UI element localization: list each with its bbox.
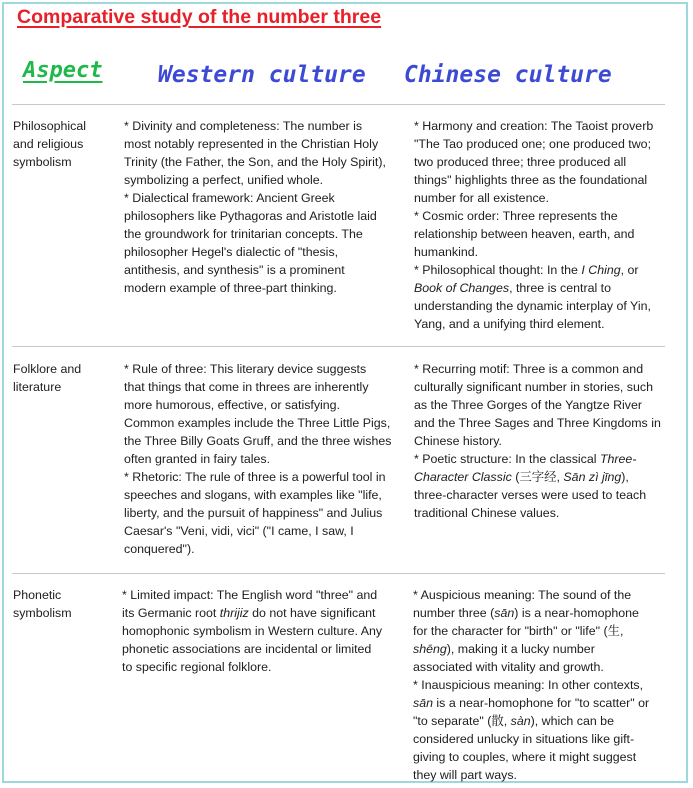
- text-line: * Cosmic order: Three represents the: [414, 209, 618, 223]
- text-line: liberty, and the pursuit of happiness" and Julius: [124, 506, 383, 520]
- text-line: "The Tao produced one; one produced two;: [414, 137, 652, 151]
- text-line: Chinese history.: [414, 434, 502, 448]
- text-line: [414, 261, 653, 279]
- text-line: [414, 279, 653, 297]
- aspect-line: symbolism: [13, 606, 72, 620]
- text-line: * Divinity and completeness: The number is: [124, 119, 363, 133]
- text-run: its Germanic root: [122, 606, 220, 620]
- text-line: speeches and slogans, with examples like "life,: [124, 488, 382, 502]
- text-line: more humorous, effective, or satisfying.: [124, 398, 341, 412]
- text-run: is a near-homophone for "to scatter" or: [432, 696, 650, 710]
- text-run: ),: [621, 470, 629, 484]
- text-line: [413, 640, 649, 658]
- foreign-word: thrijiz: [219, 606, 249, 620]
- table-row-3-aspect: [13, 586, 113, 622]
- text-line: the Three Billy Goats Gruff, and the three wishes: [124, 434, 392, 448]
- aspect-line: Folklore and: [13, 362, 82, 376]
- table-row-1-western: [124, 117, 386, 297]
- text-line: modern example of three-part thinking.: [124, 281, 337, 295]
- text-run: , or: [620, 263, 639, 277]
- text-run: ), making it a lucky number: [446, 642, 595, 656]
- text-run: , three is central to: [509, 281, 611, 295]
- text-line: symbolizing a perfect, unified whole.: [124, 173, 324, 187]
- text-line: [414, 450, 661, 468]
- text-line: * Dialectical framework: Ancient Greek: [124, 191, 335, 205]
- text-line: to specific regional folklore.: [122, 660, 272, 674]
- text-line: relationship between heaven, earth, and: [414, 227, 635, 241]
- text-line: culturally significant number in stories, such: [414, 380, 653, 394]
- table-row-3-chinese: [413, 586, 649, 784]
- text-line: [414, 468, 661, 486]
- text-line: antithesis, and synthesis" is a prominent: [124, 263, 345, 277]
- text-line: three-character verses were used to teach: [414, 488, 647, 502]
- text-line: * Auspicious meaning: The sound of the: [413, 588, 632, 602]
- text-line: Yang, and a unifying third element.: [414, 317, 605, 331]
- book-title: Character Classic: [414, 470, 512, 484]
- text-line: understanding the dynamic interplay of Yin,: [414, 299, 651, 313]
- aspect-line: Philosophical: [13, 119, 87, 133]
- text-line: Common examples include the Three Little Pigs,: [124, 416, 391, 430]
- text-line: giving to couples, where it might suggest: [413, 750, 637, 764]
- text-line: [413, 712, 649, 730]
- text-line: * Recurring motif: Three is a common and: [414, 362, 644, 376]
- pinyin: sàn: [510, 714, 531, 728]
- text-line: phonetic associations are incidental or limited: [122, 642, 372, 656]
- text-line: [413, 694, 649, 712]
- aspect-line: and religious: [13, 137, 84, 151]
- table-row-2-aspect: [13, 360, 113, 396]
- text-line: * Rhetoric: The rule of three is a powerful tool in: [124, 470, 386, 484]
- text-run: "to separate" (散,: [413, 714, 511, 728]
- text-line: number for all existence.: [414, 191, 549, 205]
- text-run: ), which can be: [530, 714, 614, 728]
- text-run: (三字经,: [511, 470, 564, 484]
- text-line: philosophers like Pythagoras and Aristotle laid: [124, 209, 377, 223]
- text-run: * Poetic structure: In the classical: [414, 452, 600, 466]
- text-line: for the character for "birth" or "life" (生,: [413, 624, 624, 638]
- text-line: humankind.: [414, 245, 479, 259]
- text-run: do not have significant: [248, 606, 376, 620]
- pinyin: sān: [413, 696, 433, 710]
- text-line: conquered").: [124, 542, 195, 556]
- column-header-chinese: Chinese culture: [404, 62, 612, 88]
- text-line: Caesar's "Veni, vidi, vici" ("I came, I saw, I: [124, 524, 354, 538]
- text-line: * Inauspicious meaning: In other contexts,: [413, 678, 644, 692]
- book-title: I Ching: [581, 263, 621, 277]
- text-line: Trinity (the Father, the Son, and the Holy Spirit),: [124, 155, 386, 169]
- text-line: [122, 604, 382, 622]
- book-title: Three-: [599, 452, 637, 466]
- text-run: number three (: [413, 606, 495, 620]
- column-header-western: Western culture: [158, 62, 366, 88]
- text-line: * Rule of three: This literary device suggests: [124, 362, 367, 376]
- column-header-aspect: Aspect: [23, 58, 103, 83]
- table-row-2-chinese: [414, 360, 661, 522]
- text-run: * Philosophical thought: In the: [414, 263, 582, 277]
- text-line: as the Three Gorges of the Yangtze River: [414, 398, 642, 412]
- table-row-1-aspect: [13, 117, 113, 171]
- pinyin: shēng: [413, 642, 447, 656]
- text-run: ) is a near-homophone: [514, 606, 639, 620]
- table-row-3-western: [122, 586, 382, 676]
- text-line: traditional Chinese values.: [414, 506, 560, 520]
- text-line: and the Three Sages and Three Kingdoms in: [414, 416, 661, 430]
- text-line: * Limited impact: The English word "three" and: [122, 588, 378, 602]
- row-divider: [12, 573, 665, 574]
- aspect-line: Phonetic: [13, 588, 62, 602]
- text-line: two produced three; three produced all: [414, 155, 627, 169]
- page-title: Comparative study of the number three: [17, 6, 382, 28]
- aspect-line: literature: [13, 380, 62, 394]
- aspect-line: symbolism: [13, 155, 72, 169]
- text-line: associated with vitality and growth.: [413, 660, 604, 674]
- book-title: Book of Changes: [414, 281, 510, 295]
- table-row-1-chinese: [414, 117, 653, 333]
- text-line: most notably represented in the Christian Holy: [124, 137, 379, 151]
- text-line: often granted in fairy tales.: [124, 452, 271, 466]
- text-line: things" highlights three as the foundational: [414, 173, 648, 187]
- text-line: that things that come in threes are inherently: [124, 380, 369, 394]
- text-line: considered unlucky in situations like gift-: [413, 732, 635, 746]
- pinyin: Sān zì jīng: [563, 470, 622, 484]
- text-line: philosopher Hegel's dialectic of "thesis,: [124, 245, 339, 259]
- text-line: [413, 604, 649, 622]
- table-row-2-western: [124, 360, 391, 558]
- text-line: the groundwork for trinitarian concepts. The: [124, 227, 363, 241]
- text-line: they will part ways.: [413, 768, 517, 782]
- text-line: homophonic symbolism in Western culture. Any: [122, 624, 383, 638]
- text-line: * Harmony and creation: The Taoist proverb: [414, 119, 654, 133]
- pinyin: sān: [494, 606, 515, 620]
- row-divider: [12, 346, 665, 347]
- row-divider: [12, 104, 665, 105]
